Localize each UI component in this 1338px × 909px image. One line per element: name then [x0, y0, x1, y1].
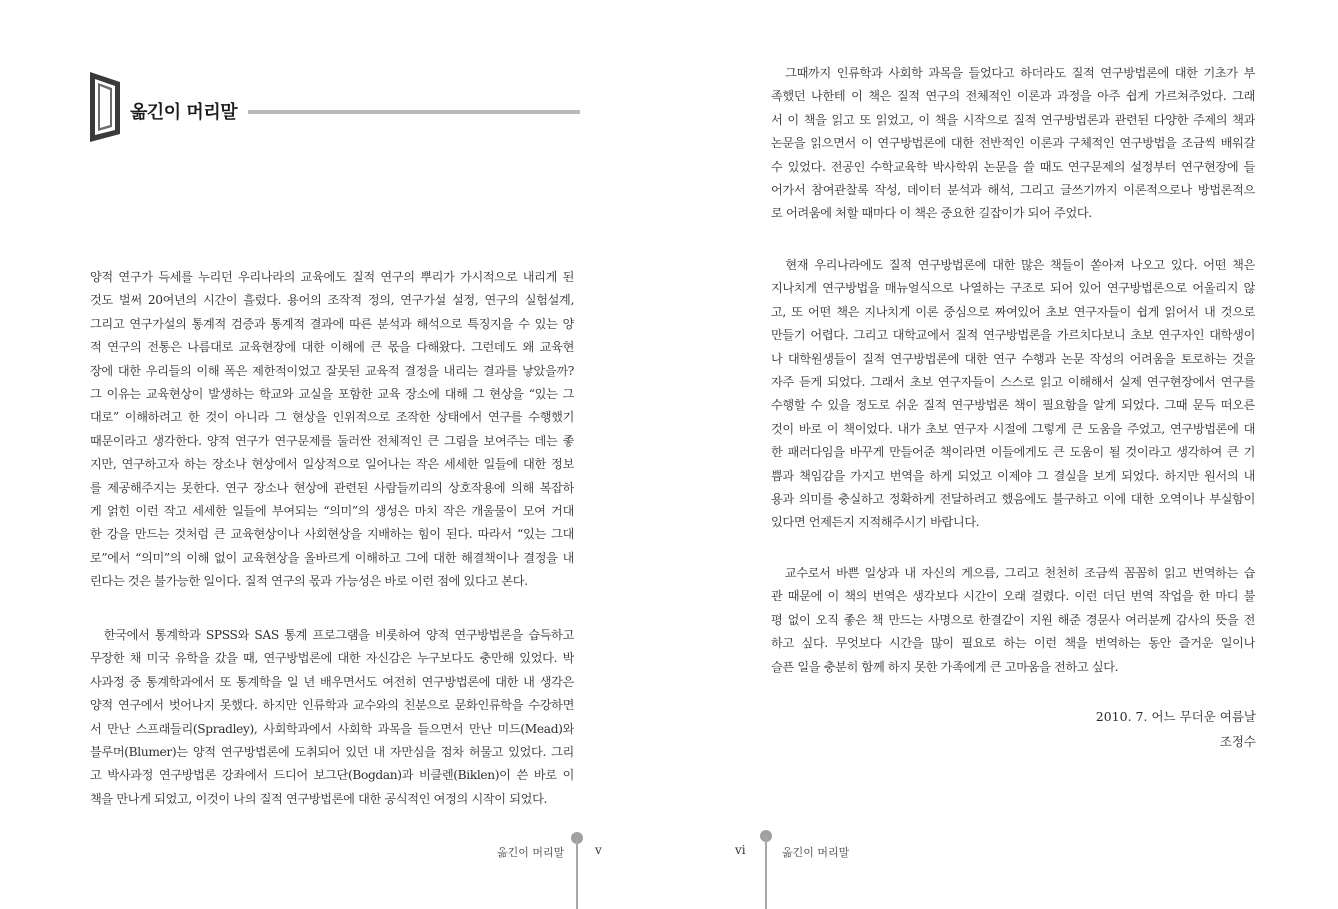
text-line: 한 강을 만드는 것처럼 큰 교육현상이나 사회현상을 지배하는 힘이 된다. 따라서 “있는 그대 [90, 527, 574, 542]
right-paragraph-3 [771, 562, 1255, 679]
text-line: 수 있었다. 전공인 수학교육학 박사학위 논문을 쓸 때도 연구문제의 설정부터 연구현장에 들 [771, 159, 1255, 174]
signature-date: 2010. 7. 어느 무더운 여름날 [1095, 709, 1256, 724]
right-paragraph-1 [771, 62, 1255, 226]
page-number-left: v [595, 843, 602, 857]
text-line: 고, 또 어떤 책은 지나치게 이론 중심으로 짜여있어 초보 연구자들이 쉽게 읽어서 내 것으로 [771, 304, 1255, 319]
text-line: 교수로서 바쁜 일상과 내 자신의 게으름, 그리고 천천히 조금씩 꼼꼼히 읽고 번역하는 습 [771, 566, 1255, 580]
text-line: 를 제공해주지는 못한다. 연구 장소나 현상에 관련된 사람들끼리의 상호작용에 의해 복잡하 [90, 480, 574, 495]
text-line: 대로” 이해하려고 한 것이 아니라 그 현상을 인위적으로 조작한 상태에서 연구를 수행했기 [90, 410, 574, 425]
left-paragraph-1 [90, 266, 574, 593]
text-line: 로”에서 “의미”의 이해 없이 교육현상을 올바르게 이해하고 그에 대한 해결책이나 결정을 내 [90, 550, 574, 565]
left-paragraph-2 [90, 624, 574, 811]
text-line: 나 대학원생들이 질적 연구방법론에 대한 연구 수행과 논문 작성의 어려움을 토로하는 것을 [771, 351, 1255, 366]
text-line: 적 연구의 전통은 나름대로 교육현장에 대한 이해에 큰 몫을 다해왔다. 그런데도 왜 교육현 [90, 340, 574, 355]
text-line: 그때까지 인류학과 사회학 과목을 들었다고 하더라도 질적 연구방법론에 대한 기초가 부 [771, 66, 1255, 80]
text-line: 때문이라고 생각한다. 양적 연구가 연구문제를 둘러싼 전체적인 큰 그림을 보여주는 데는 좋 [90, 433, 574, 448]
text-line: 사과정 중 통계학과에서 또 통계학을 일 년 배우면서도 여전히 연구방법론에 대한 내 생각은 [90, 674, 574, 689]
text-line: 양적 연구에서 벗어나지 못했다. 하지만 인류학과 교수와의 친분으로 문화인류학을 수강하면 [90, 698, 574, 713]
text-line: 그 이유는 교육현상이 발생하는 학교와 교실을 포함한 교육 장소에 대해 그 현상을 “있는 그 [90, 386, 574, 401]
footer-pin-line-left [576, 838, 578, 909]
heading-rule [248, 110, 580, 114]
running-title-left: 옮긴이 머리말 [497, 846, 565, 859]
text-line: 자주 듣게 되었다. 그래서 초보 연구자들이 스스로 읽고 이해해서 실제 연구현장에서 연구를 [771, 374, 1255, 389]
text-line: 지나치게 연구방법을 매뉴얼식으로 나열하는 구조로 되어 있어 연구방법론으로 어울리지 않 [771, 281, 1255, 296]
text-line: 족했던 나한테 이 책은 질적 연구의 전체적인 이론과 과정을 아주 쉽게 가르쳐주었다. 그래 [771, 89, 1255, 104]
bookmark-frame-icon [90, 70, 124, 142]
signature-name: 조정수 [1219, 734, 1256, 749]
text-line: 것도 벌써 20여년의 시간이 흘렀다. 용어의 조작적 정의, 연구가설 설정, 연구의 실험설계, [90, 293, 574, 308]
text-line: 현재 우리나라에도 질적 연구방법론에 대한 많은 책들이 쏟아져 나오고 있다. 어떤 책은 [771, 258, 1255, 272]
text-line: 것이 바로 이 책이었다. 내가 초보 연구자 시절에 그렇게 큰 도움을 주었고, 연구방법론에 대 [771, 421, 1255, 436]
text-line: 하고 싶다. 무엇보다 시간을 많이 필요로 하는 이런 책을 번역하는 동안 즐거운 일이나 [771, 636, 1255, 651]
text-line: 용과 의미를 충실하고 정확하게 전달하려고 했음에도 불구하고 이에 대한 오역이나 부실함이 [771, 491, 1255, 506]
text-line: 장에 대한 우리들의 이해 폭은 제한적이었고 잘못된 교육적 결정을 내리는 결과를 낳았을까? [90, 363, 574, 378]
text-line: 슬픈 일을 충분히 함께 하지 못한 가족에게 큰 고마움을 전하고 싶다. [771, 659, 1119, 674]
text-line: 고 박사과정 연구방법론 강좌에서 드디어 보그단(Bogdan)과 비클렌(Biklen)이 쓴 바로 이 [90, 768, 574, 783]
text-line: 한 패러다임을 바꾸게 만들어준 책이라면 이들에게도 큰 도움이 될 것이라고 생각하여 큰 기 [771, 445, 1255, 460]
chapter-heading [90, 70, 580, 142]
text-line: 서 이 책을 읽고 또 읽었고, 이 책을 시작으로 질적 연구방법론과 관련된 다양한 주제의 책과 [771, 112, 1255, 127]
text-line: 책을 만나게 되었고, 이것이 나의 질적 연구방법론에 대한 공식적인 여정의 시작이 되었다. [90, 791, 548, 806]
text-line: 지만, 연구하고자 하는 장소나 현상에서 일상적으로 일어나는 작은 세세한 일들에 대한 정보 [90, 457, 574, 472]
text-line: 무장한 채 미국 유학을 갔을 때, 연구방법론에 대한 자신감은 누구보다도 충만해 있었다. 박 [90, 651, 574, 666]
right-paragraph-2 [771, 254, 1255, 535]
text-line: 한국에서 통계학과 SPSS와 SAS 통계 프로그램을 비롯하여 양적 연구방법론을 습득하고 [90, 628, 574, 642]
page-number-right: vi [735, 843, 746, 857]
text-line: 평 없이 오직 좋은 책 만드는 사명으로 한결같이 지원 해준 경문사 여러분께 감사의 뜻을 전 [771, 612, 1255, 627]
text-line: 그리고 연구가설의 통계적 검증과 통계적 결과에 따른 분석과 해석으로 특징지을 수 있는 양 [90, 316, 574, 331]
text-line: 양적 연구가 득세를 누리던 우리나라의 교육에도 질적 연구의 뿌리가 가시적으로 내리게 된 [90, 270, 574, 284]
text-line: 어가서 참여관찰록 작성, 데이터 분석과 해석, 그리고 글쓰기까지 이론적으로나 방법론적으 [771, 182, 1255, 197]
text-line: 있다면 언제든지 지적해주시기 바랍니다. [771, 515, 980, 530]
footer-pin-line-right [765, 836, 767, 909]
text-line: 수행할 수 있을 정도로 쉬운 질적 연구방법론 책이 필요함을 알게 되었다. 그때 문득 떠오른 [771, 398, 1255, 413]
text-line: 로 어려움에 처할 때마다 이 책은 중요한 길잡이가 되어 주었다. [771, 206, 1092, 221]
text-line: 관 때문에 이 책의 번역은 생각보다 시간이 오래 걸렸다. 이런 더딘 번역 작업을 한 마디 불 [771, 589, 1255, 604]
text-line: 논문을 읽으면서 이 연구방법론에 대한 전반적인 이론과 구체적인 연구방법을 조금씩 배워갈 [771, 136, 1255, 151]
chapter-title: 옮긴이 머리말 [130, 102, 238, 123]
text-line: 린다는 것은 불가능한 일이다. 질적 연구의 몫과 가능성은 바로 이런 점에 있다고 본다. [90, 574, 528, 589]
text-line: 블루머(Blumer)는 양적 연구방법론에 도취되어 있던 내 자만심을 점차 허물고 있었다. 그리 [90, 744, 574, 759]
text-line: 게 얽힌 이런 작고 세세한 일들에 부여되는 “의미”의 생성은 마치 작은 개울물이 모여 거대 [90, 503, 574, 518]
right-page [669, 0, 1338, 909]
running-title-right: 옮긴이 머리말 [782, 846, 850, 859]
text-line: 쁨과 책임감을 가지고 번역을 하게 되었고 이제야 그 결실을 보게 되었다. 하지만 원서의 내 [771, 468, 1255, 483]
text-line: 서 만난 스프래들리(Spradley), 사회학과에서 사회학 과목을 들으면서 만난 미드(Mead)와 [90, 721, 574, 736]
text-line: 만들기 어렵다. 그리고 대학교에서 질적 연구방법론을 가르치다보니 초보 연구자인 대학생이 [771, 328, 1255, 343]
